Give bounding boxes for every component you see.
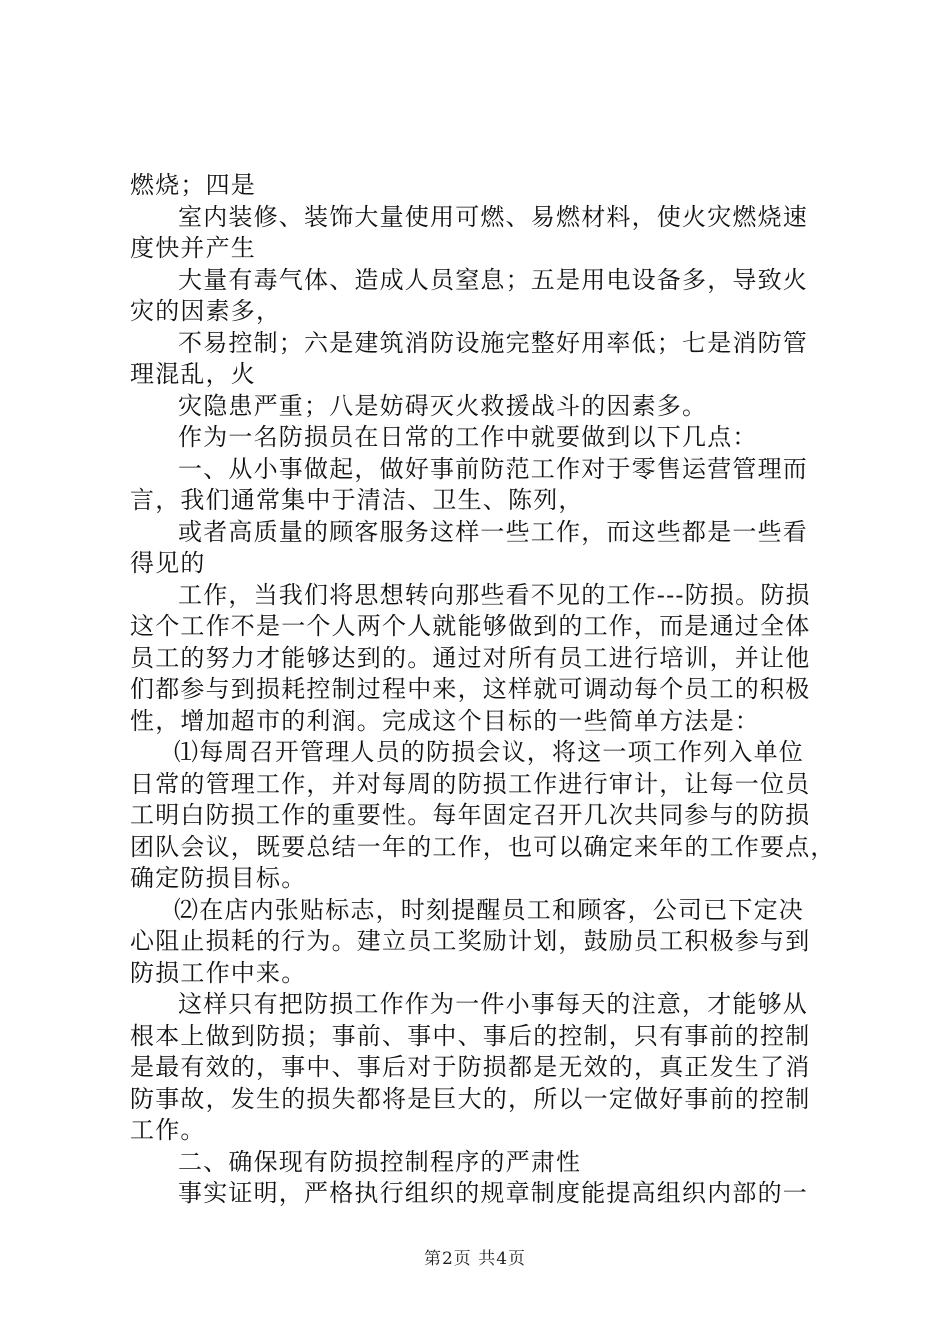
text-line: 言，我们通常集中于清洁、卫生、陈列， (130, 486, 584, 514)
text-line: 日常的管理工作，并对每周的防损工作进行审计，让每一位员 (130, 769, 811, 798)
page-footer: 第2页 共4页 (423, 1249, 527, 1269)
text-line: 员工的努力才能够达到的。通过对所有员工进行培训，并让他 (130, 643, 811, 672)
text-line: 们都参与到损耗控制过程中来，这样就可调动每个员工的积极 (130, 675, 811, 703)
text-line: 灾隐患严重；八是妨碍灭火救援战斗的因素多。 (178, 391, 708, 420)
text-line: ⑵在店内张贴标志，时刻提醒员工和顾客，公司已下定决 (174, 895, 804, 924)
text-line: 理混乱，火 (130, 360, 256, 388)
text-line: 二、确保现有防损控制程序的严肃性 (178, 1147, 582, 1176)
text-line: ⑴每周召开管理人员的防损会议，将这一项工作列入单位 (174, 738, 804, 766)
text-line: 这样只有把防损工作作为一件小事每天的注意，才能够从 (178, 990, 808, 1018)
text-line: 大量有毒气体、造成人员窒息；五是用电设备多，导致火 (178, 265, 808, 294)
text-line: 室内装修、装饰大量使用可燃、易燃材料，使火灾燃烧速 (178, 202, 808, 231)
text-line: 确定防损目标。 (130, 864, 307, 892)
text-line: 作为一名防损员在日常的工作中就要做到以下几点： (178, 423, 758, 451)
text-line: 防损工作中来。 (130, 958, 307, 987)
text-line: 性，增加超市的利润。完成这个目标的一些简单方法是： (130, 706, 760, 735)
text-line: 事实证明，严格执行组织的规章制度能提高组织内部的一 (178, 1179, 808, 1207)
text-line: 这个工作不是一个人两个人就能够做到的工作，而是通过全体 (130, 612, 811, 640)
text-line: 团队会议，既要总结一年的工作，也可以确定来年的工作要点， (130, 832, 836, 861)
text-line: 不易控制；六是建筑消防设施完整好用率低；七是消防管 (178, 328, 808, 357)
text-line: 防事故，发生的损失都将是巨大的，所以一定做好事前的控制 (130, 1084, 811, 1113)
text-line: 度快并产生 (130, 234, 256, 262)
text-line: 工作，当我们将思想转向那些看不见的工作---防损。防损 (178, 580, 811, 609)
document-body (130, 170, 836, 1210)
text-line: 工明白防损工作的重要性。每年固定召开几次共同参与的防损 (130, 801, 811, 829)
text-line: 得见的 (130, 549, 206, 577)
text-line: 工作。 (130, 1116, 206, 1144)
text-line: 根本上做到防损；事前、事中、事后的控制，只有事前的控制 (130, 1021, 811, 1050)
text-line: 是最有效的，事中、事后对于防损都是无效的，真正发生了消 (130, 1053, 811, 1081)
text-line: 一、从小事做起，做好事前防范工作对于零售运营管理而 (178, 454, 808, 483)
text-line: 燃烧；四是 (130, 171, 256, 199)
text-line: 灾的因素多， (130, 297, 282, 325)
text-line: 或者高质量的顾客服务这样一些工作，而这些都是一些看 (178, 517, 808, 546)
text-line: 心阻止损耗的行为。建立员工奖励计划，鼓励员工积极参与到 (130, 927, 811, 955)
